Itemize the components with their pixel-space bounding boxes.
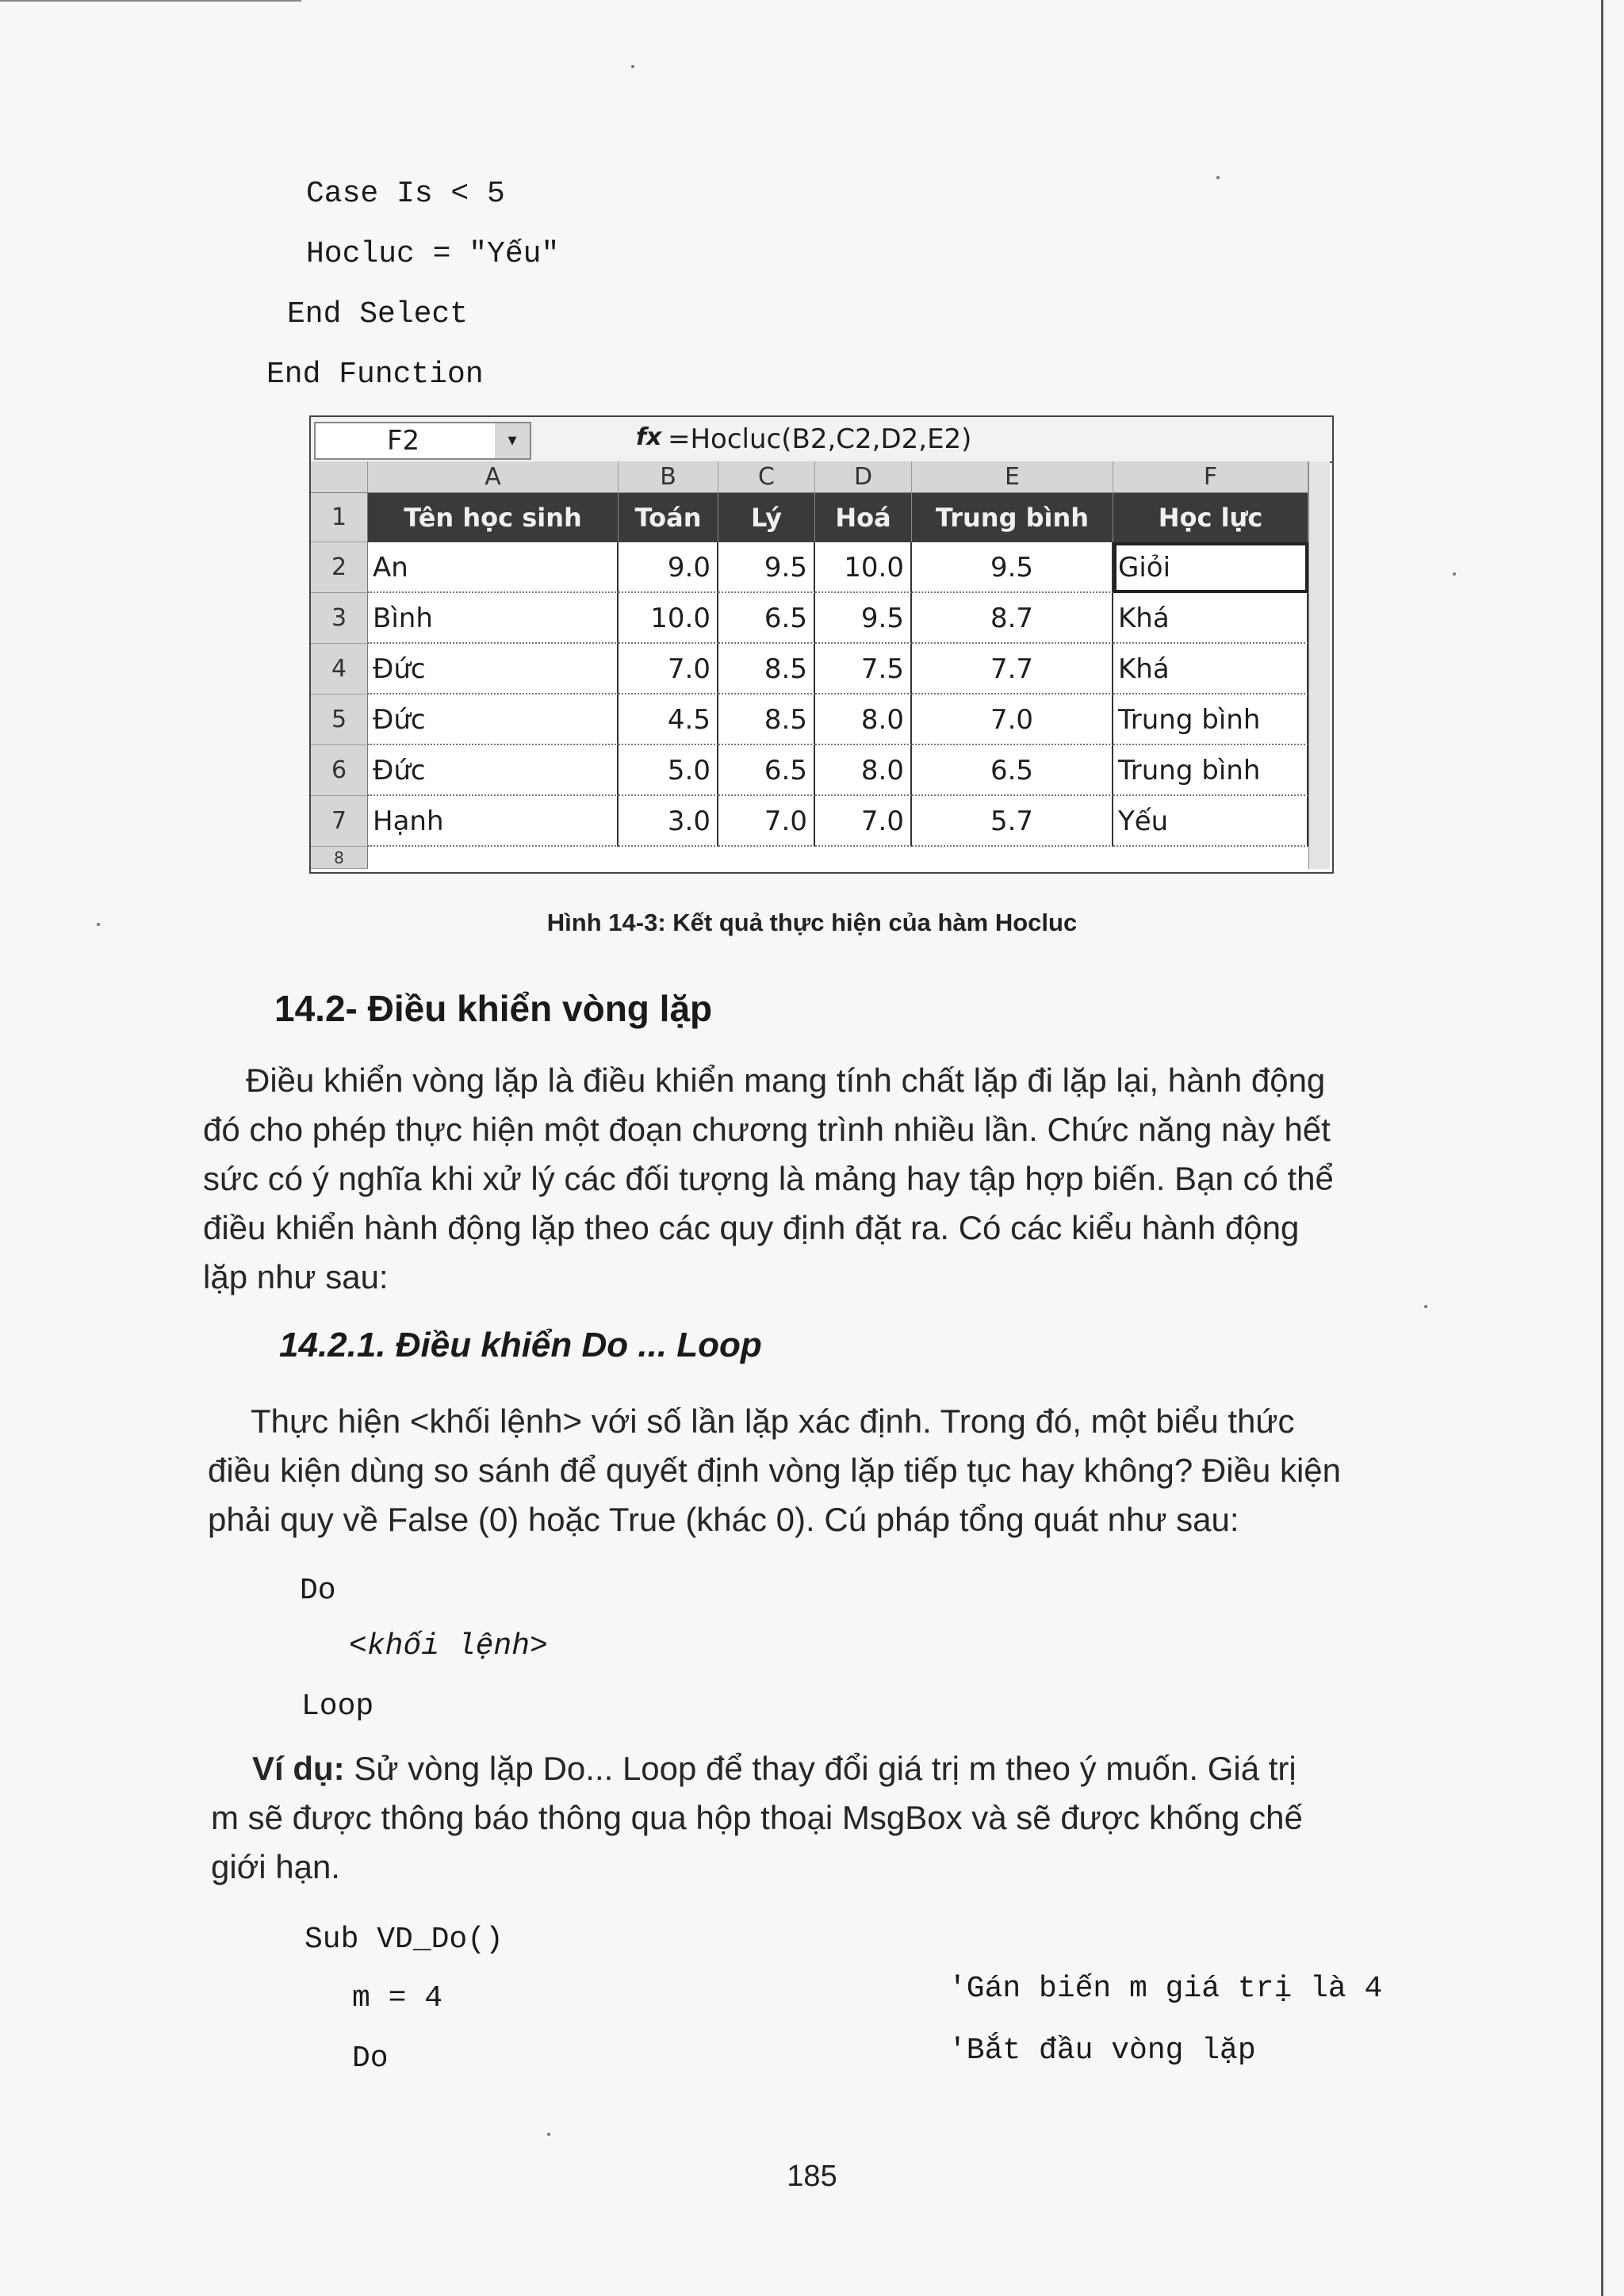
page-edge-right [1601, 0, 1603, 2296]
scan-speck [97, 923, 100, 926]
row-header[interactable]: 2 [311, 542, 368, 593]
data-cell[interactable]: 10.0 [619, 593, 718, 644]
data-cell[interactable]: 10.0 [815, 542, 912, 593]
code-line: Sub VD_Do() [304, 1923, 504, 1957]
formula-text[interactable]: =Hocluc(B2,C2,D2,E2) [668, 423, 972, 455]
page-edge-top [0, 0, 301, 2]
data-cell[interactable]: 8.5 [718, 695, 815, 745]
data-cell[interactable]: 5.7 [912, 796, 1113, 847]
code-line: Case Is < 5 [306, 177, 505, 211]
column-header[interactable]: A [368, 461, 619, 493]
formula-bar [311, 417, 1332, 463]
example-line: giới hạn. [211, 1848, 340, 1885]
paragraph-line: điều khiển hành động lặp theo các quy định đặt ra. Có các kiểu hành động [203, 1209, 1300, 1246]
code-line: End Function [266, 358, 484, 392]
scan-speck [1216, 176, 1220, 179]
paragraph-line: Điều khiển vòng lặp là điều khiển mang tính chất lặp đi lặp lại, hành động [246, 1062, 1326, 1099]
data-cell[interactable]: 5.0 [619, 745, 718, 796]
syntax-line: <khối lệnh> [349, 1629, 548, 1663]
data-cell[interactable]: Khá [1113, 593, 1308, 644]
data-cell[interactable]: 8.0 [815, 695, 912, 745]
code-line: m = 4 [352, 1981, 443, 2015]
syntax-line: Do [300, 1574, 336, 1608]
data-cell[interactable]: 9.5 [912, 542, 1113, 593]
column-header[interactable]: E [912, 461, 1113, 493]
example-text: Sử vòng lặp Do... Loop để thay đổi giá trị m theo ý muốn. Giá trị [344, 1750, 1297, 1787]
row-header[interactable]: 6 [311, 745, 368, 796]
name-box[interactable] [314, 422, 531, 460]
code-comment: 'Gán biến m giá trị là 4 [948, 1972, 1383, 2006]
data-cell[interactable]: Trung bình [1113, 695, 1308, 745]
data-cell[interactable]: Đức [368, 745, 619, 796]
example-label: Ví dụ: [252, 1750, 345, 1787]
data-cell[interactable]: 8.7 [912, 593, 1113, 644]
section-title: 14.2- Điều khiển vòng lặp [274, 988, 713, 1029]
code-comment: 'Bắt đầu vòng lặp [948, 2034, 1256, 2068]
header-cell[interactable]: Lý [718, 493, 815, 542]
code-line: Hocluc = "Yếu" [306, 237, 560, 271]
data-cell[interactable]: Khá [1113, 644, 1308, 695]
data-cell[interactable]: 8.5 [718, 644, 815, 695]
row-header[interactable]: 3 [311, 593, 368, 644]
code-line: End Select [287, 297, 469, 331]
data-cell[interactable]: 7.5 [815, 644, 912, 695]
paragraph-line: Thực hiện <khối lệnh> với số lần lặp xác định. Trong đó, một biểu thức [251, 1402, 1295, 1440]
data-cell[interactable]: Đức [368, 644, 619, 695]
header-cell[interactable]: Hoá [815, 493, 912, 542]
data-cell[interactable]: 7.0 [912, 695, 1113, 745]
data-cell[interactable]: Yếu [1113, 796, 1308, 847]
row-header[interactable]: 1 [311, 493, 368, 542]
column-header[interactable]: B [619, 461, 718, 493]
column-header[interactable]: C [718, 461, 815, 493]
page-number: 185 [787, 2160, 837, 2193]
function-icon[interactable]: fx [636, 423, 662, 451]
vertical-scrollbar[interactable] [1308, 461, 1330, 869]
dropdown-arrow-icon[interactable]: ▾ [495, 423, 530, 458]
selected-cell[interactable]: Giỏi [1113, 542, 1308, 593]
example-line: m sẽ được thông báo thông qua hộp thoại MsgBox và sẽ được khống chế [211, 1799, 1303, 1836]
paragraph-line: lặp như sau: [203, 1258, 389, 1295]
column-header[interactable]: F [1113, 461, 1308, 493]
select-all-corner[interactable] [311, 461, 368, 493]
row-header[interactable]: 8 [311, 847, 368, 869]
data-cell[interactable]: Đức [368, 695, 619, 745]
data-cell[interactable]: 8.0 [815, 745, 912, 796]
code-line: Do [352, 2042, 389, 2076]
header-cell[interactable]: Học lực [1113, 493, 1308, 542]
data-cell[interactable]: 7.7 [912, 644, 1113, 695]
figure-caption: Hình 14-3: Kết quả thực hiện của hàm Hocluc [546, 909, 1078, 936]
scan-speck [547, 2133, 550, 2136]
row-header[interactable]: 7 [311, 796, 368, 847]
data-cell[interactable]: 3.0 [619, 796, 718, 847]
data-cell[interactable]: 6.5 [912, 745, 1113, 796]
data-cell[interactable]: 7.0 [619, 644, 718, 695]
header-cell[interactable]: Trung bình [912, 493, 1113, 542]
data-cell[interactable]: 6.5 [718, 593, 815, 644]
scan-speck [1453, 572, 1456, 576]
example-line [252, 1744, 1297, 1793]
scan-speck [1424, 1305, 1427, 1308]
data-cell[interactable]: Hạnh [368, 796, 619, 847]
column-header[interactable]: D [815, 461, 912, 493]
data-cell[interactable]: 7.0 [815, 796, 912, 847]
data-cell[interactable]: 9.5 [815, 593, 912, 644]
row-header[interactable]: 5 [311, 695, 368, 745]
syntax-line: Loop [301, 1689, 374, 1724]
data-cell[interactable]: Bình [368, 593, 619, 644]
paragraph-line: điều kiện dùng so sánh để quyết định vòng lặp tiếp tục hay không? Điều kiện [208, 1452, 1342, 1489]
paragraph-line: sức có ý nghĩa khi xử lý các đối tượng là mảng hay tập hợp biến. Bạn có thể [203, 1160, 1334, 1197]
paragraph-line: phải quy về False (0) hoặc True (khác 0). Cú pháp tổng quát như sau: [208, 1501, 1239, 1538]
data-cell[interactable]: Trung bình [1113, 745, 1308, 796]
data-cell[interactable]: 4.5 [619, 695, 718, 745]
name-box-value: F2 [387, 425, 420, 457]
header-cell[interactable]: Toán [619, 493, 718, 542]
data-cell[interactable]: 9.0 [619, 542, 718, 593]
data-cell[interactable]: 9.5 [718, 542, 815, 593]
data-cell[interactable]: An [368, 542, 619, 593]
row-header[interactable]: 4 [311, 644, 368, 695]
paragraph-line: đó cho phép thực hiện một đoạn chương trình nhiều lần. Chức năng này hết [203, 1111, 1331, 1148]
scan-speck [631, 65, 634, 68]
subsection-title: 14.2.1. Điều khiển Do ... Loop [279, 1326, 762, 1364]
spreadsheet-figure [309, 415, 1334, 874]
header-cell[interactable]: Tên học sinh [368, 493, 619, 542]
data-cell[interactable]: 6.5 [718, 745, 815, 796]
data-cell[interactable]: 7.0 [718, 796, 815, 847]
